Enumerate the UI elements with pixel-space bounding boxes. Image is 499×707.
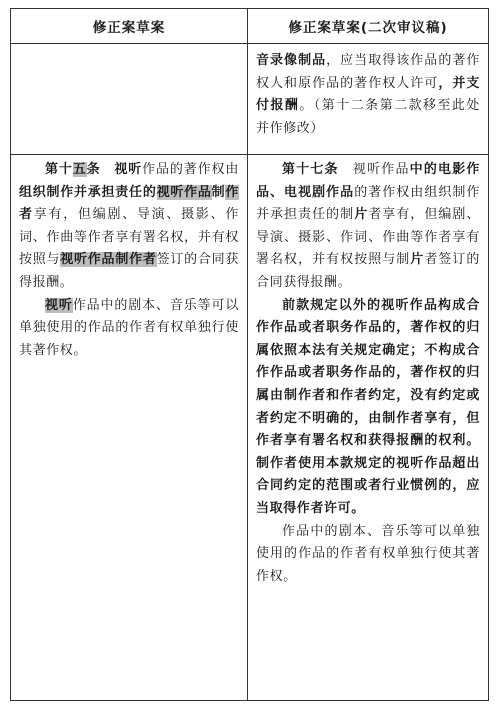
row1-left-cell [11, 44, 248, 155]
text: 的著作权由组织制作并承担责任的制 [256, 184, 480, 223]
comparison-table [10, 8, 489, 701]
article-paragraph [19, 159, 239, 295]
bold-text: 中的电影作品、电视剧作品 [256, 162, 480, 200]
text: 者享有，但编剧、导演、摄影、作词、作曲等作者享有署名权，并有权按照与制 [256, 207, 480, 268]
highlighted-text: 视听作品制作者 [60, 252, 157, 268]
bold-text: 音录像制品 [256, 53, 327, 68]
bold-text: 片 [410, 252, 425, 268]
bold-paragraph: 前款规定以外的视听作品构成合作作品或者职务作品的，著作权的归属依照本法有关规定确定；不构成合作作品或者职务作品的，著作权的归属由制作者和作者约定，没有约定或者约定不明确的，由制作者享有，但作者享有署名权和获得报酬的权利。制作者使用本款规定的视听作品超出合同约定的范围或者行业惯例的，应当取得作者许可。 [256, 297, 480, 516]
bold-text: ，并支付报酬 [256, 75, 480, 114]
article-number: 第十 [45, 162, 73, 177]
highlighted-text: 视听作品 [156, 184, 212, 200]
text: 享有，但编剧、导演、摄影、作词、作曲等作者享有署名权，并有权按照与 [19, 207, 239, 268]
row2-left-cell [11, 155, 248, 701]
paragraph [19, 295, 239, 363]
paragraph: 作品中的剧本、音乐等可以单独使用的作品的作者有权单独行使其著作权。 [256, 523, 480, 584]
bold-text: 制 [211, 184, 226, 200]
text: 者签订的合同获得报酬。 [256, 252, 480, 290]
highlighted-text: 五 [72, 162, 87, 177]
article-number: 条 [86, 162, 101, 177]
paragraph [256, 50, 480, 140]
header-row [11, 9, 489, 44]
bold-text: 片 [354, 207, 369, 223]
text: 视听作品 [352, 162, 410, 177]
bold-text: 视听 [114, 162, 143, 177]
bold-text: 组织制作并承担责任的 [19, 184, 157, 200]
article-paragraph [256, 159, 480, 295]
table-row [11, 44, 489, 155]
table-row [11, 155, 489, 701]
row2-right-cell [248, 155, 489, 701]
text: 签订的合同获得报酬。 [19, 252, 239, 290]
highlighted-text: 视听 [45, 297, 73, 313]
header-right: 修正案草案(二次审议稿) [248, 9, 489, 44]
text: ，应当取得该作品的著作权人和原作品的著作权人许可 [256, 53, 480, 91]
bold-text: 者 [19, 207, 34, 223]
highlighted-text: 作 [225, 184, 239, 200]
header-left: 修正案草案 [11, 9, 248, 44]
text: 作品中的剧本、音乐等可以单独使用的作品的作者有权单独行使其著作权。 [19, 297, 240, 358]
text: 。（第十二条第二款移至此处并作修改） [256, 98, 480, 136]
article-number: 第十七条 [282, 162, 339, 177]
text: 作品的著作权由 [142, 162, 239, 177]
row1-right-cell [248, 44, 489, 155]
